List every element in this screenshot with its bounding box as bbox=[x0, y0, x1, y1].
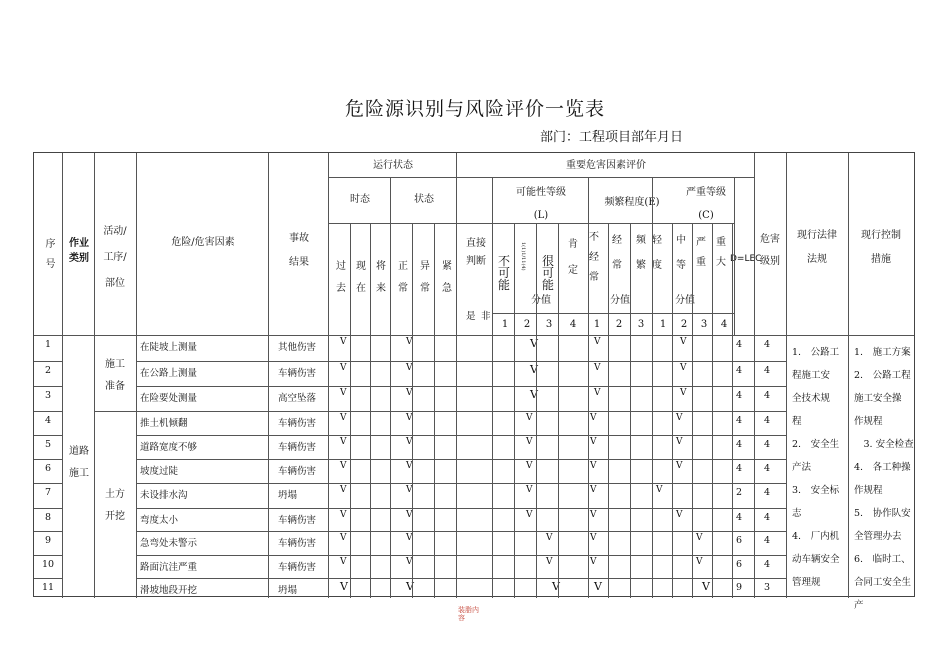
row-seq: 4 bbox=[44, 415, 52, 426]
header-major: 重大 bbox=[716, 237, 726, 268]
law-line: 程 bbox=[792, 416, 802, 427]
header-often: 经常 bbox=[612, 235, 622, 271]
row-hazard: 在险要处测量 bbox=[140, 393, 198, 404]
check-mark: V bbox=[594, 337, 601, 347]
score-c3: 3 bbox=[700, 319, 708, 330]
law-line: 2. 安全生 bbox=[792, 439, 840, 450]
law-line: 3. 安全标 bbox=[792, 485, 840, 496]
row-level: 4 bbox=[763, 439, 771, 450]
check-mark: V bbox=[340, 533, 347, 543]
score-e3: 3 bbox=[637, 319, 645, 330]
header-possibility: 可能性等级 bbox=[516, 187, 566, 198]
header-very-possible: 很可能 bbox=[541, 254, 554, 292]
check-mark: V bbox=[656, 485, 663, 495]
header-time-state: 时态 bbox=[350, 194, 370, 205]
control-line: 1. 施工方案 bbox=[854, 347, 911, 358]
check-mark: V bbox=[676, 510, 683, 520]
check-mark: V bbox=[406, 557, 413, 567]
header-frequency: 频繁程度(E) bbox=[604, 197, 660, 208]
score-c1: 1 bbox=[659, 319, 667, 330]
row-lec: 4 bbox=[735, 512, 743, 523]
header-control: 现行控制措施 bbox=[861, 230, 901, 265]
header-urgent: 紧急 bbox=[442, 261, 452, 294]
header-medium: 中等 bbox=[676, 235, 686, 271]
check-mark: V bbox=[406, 510, 413, 520]
row-lec: 6 bbox=[735, 559, 743, 570]
check-mark: V bbox=[530, 363, 538, 376]
row-result: 坍塌 bbox=[278, 490, 298, 501]
header-run-state: 运行状态 bbox=[373, 160, 413, 171]
check-mark: V bbox=[702, 580, 710, 593]
control-line: 施工安全操 bbox=[854, 393, 902, 404]
row-result: 车辆伤害 bbox=[278, 562, 317, 573]
check-mark: V bbox=[526, 510, 533, 520]
row-hazard: 在公路上测量 bbox=[140, 368, 198, 379]
header-possibility-code: (L) bbox=[533, 210, 549, 221]
risk-table bbox=[33, 152, 915, 611]
law-list bbox=[792, 341, 840, 594]
check-mark: V bbox=[552, 580, 560, 593]
header-not-possible: 不可能 bbox=[497, 254, 510, 292]
score-l3: 3 bbox=[545, 319, 553, 330]
row-result: 车辆伤害 bbox=[278, 368, 317, 379]
row-result: 车辆伤害 bbox=[278, 442, 317, 453]
row-level: 4 bbox=[763, 390, 771, 401]
check-mark: V bbox=[406, 388, 413, 398]
check-mark: V bbox=[530, 337, 538, 350]
row-level: 4 bbox=[763, 415, 771, 426]
header-state: 状态 bbox=[414, 194, 434, 205]
check-mark: V bbox=[676, 461, 683, 471]
check-mark: V bbox=[340, 363, 347, 373]
control-line: 2. 公路工程 bbox=[854, 370, 911, 381]
control-line: 合同工安全生 bbox=[854, 577, 912, 588]
header-abnormal: 异常 bbox=[420, 261, 430, 294]
row-result: 车辆伤害 bbox=[278, 538, 317, 549]
header-tiny-code: 1(1)1/11(4) bbox=[520, 241, 526, 271]
check-mark: V bbox=[546, 533, 553, 543]
check-mark: V bbox=[546, 557, 553, 567]
check-mark: V bbox=[406, 413, 413, 423]
check-mark: V bbox=[340, 485, 347, 495]
control-line: 4. 各工种操 bbox=[854, 462, 911, 473]
row-result: 车辆伤害 bbox=[278, 515, 317, 526]
row-hazard: 道路宽度不够 bbox=[140, 442, 198, 453]
control-line: 作规程 bbox=[854, 485, 883, 496]
group-road: 道路施工 bbox=[69, 446, 89, 479]
row-hazard: 急弯处未警示 bbox=[140, 538, 198, 549]
check-mark: V bbox=[526, 437, 533, 447]
check-mark: V bbox=[680, 363, 687, 373]
row-lec: 6 bbox=[735, 535, 743, 546]
law-line: 4. 厂内机 bbox=[792, 531, 840, 542]
row-hazard: 未设排水沟 bbox=[140, 490, 188, 501]
group-earth: 土方开挖 bbox=[105, 489, 125, 522]
score-c4: 4 bbox=[720, 319, 728, 330]
check-mark: V bbox=[340, 413, 347, 423]
check-mark: V bbox=[590, 510, 597, 520]
check-mark: V bbox=[594, 388, 601, 398]
control-line: 作规程 bbox=[854, 416, 883, 427]
row-lec: 4 bbox=[735, 415, 743, 426]
row-level: 4 bbox=[763, 339, 771, 350]
law-line: 全技术规 bbox=[792, 393, 831, 404]
check-mark: V bbox=[340, 437, 347, 447]
control-list bbox=[854, 341, 914, 617]
row-hazard: 坡度过陡 bbox=[140, 466, 179, 477]
score-l1: 1 bbox=[501, 319, 509, 330]
header-direct: 直接判断 bbox=[466, 238, 486, 267]
row-level: 4 bbox=[763, 512, 771, 523]
score-c2: 2 bbox=[680, 319, 688, 330]
control-line: 3. 安全检查 bbox=[854, 439, 914, 450]
header-normal: 正常 bbox=[398, 261, 408, 294]
row-level: 4 bbox=[763, 559, 771, 570]
header-lec: D=LEC bbox=[730, 254, 762, 264]
row-seq: 1 bbox=[44, 339, 52, 350]
check-mark: V bbox=[590, 533, 597, 543]
row-hazard: 弯度太小 bbox=[140, 515, 179, 526]
row-hazard: 滑坡地段开挖 bbox=[140, 585, 198, 596]
check-mark: V bbox=[340, 388, 347, 398]
control-line: 6. 临时工、 bbox=[854, 554, 911, 565]
check-mark: V bbox=[526, 485, 533, 495]
header-score-c: 分值 bbox=[675, 295, 695, 306]
row-level: 4 bbox=[763, 463, 771, 474]
header-certain: 肯定 bbox=[568, 239, 578, 276]
law-line: 动车辆安全 bbox=[792, 554, 840, 565]
check-mark: V bbox=[590, 413, 597, 423]
score-l4: 4 bbox=[569, 319, 577, 330]
group-prep: 施工准备 bbox=[105, 359, 125, 392]
row-hazard: 路面沆洼严重 bbox=[140, 562, 198, 573]
row-result: 高空坠落 bbox=[278, 393, 317, 404]
row-seq: 10 bbox=[41, 559, 55, 570]
check-mark: V bbox=[340, 557, 347, 567]
check-mark: V bbox=[526, 461, 533, 471]
header-light: 轻度 bbox=[652, 235, 662, 271]
check-mark: V bbox=[340, 337, 347, 347]
row-seq: 5 bbox=[44, 439, 52, 450]
header-law: 现行法律法规 bbox=[797, 230, 837, 265]
control-line: 产 bbox=[854, 600, 864, 611]
footer-stamp: 装脂内容 bbox=[458, 606, 479, 622]
header-accident: 事故结果 bbox=[289, 232, 309, 268]
check-mark: V bbox=[696, 533, 703, 543]
check-mark: V bbox=[406, 461, 413, 471]
row-seq: 6 bbox=[44, 463, 52, 474]
header-serious: 严重 bbox=[696, 237, 706, 268]
check-mark: V bbox=[696, 557, 703, 567]
row-seq: 2 bbox=[44, 365, 52, 376]
header-important: 重要危害因素评价 bbox=[566, 160, 646, 171]
header-severity: 严重等级 bbox=[686, 187, 726, 198]
header-seq: 序号 bbox=[43, 238, 54, 278]
row-result: 车辆伤害 bbox=[278, 466, 317, 477]
row-level: 4 bbox=[763, 365, 771, 376]
check-mark: V bbox=[406, 485, 413, 495]
check-mark: V bbox=[406, 437, 413, 447]
row-hazard: 在陡坡上测量 bbox=[140, 342, 198, 353]
check-mark: V bbox=[594, 580, 602, 593]
header-no: 非 bbox=[481, 311, 491, 322]
check-mark: V bbox=[406, 580, 414, 593]
law-line: 管理规 bbox=[792, 577, 821, 588]
header-now: 现在 bbox=[356, 261, 366, 294]
row-seq: 3 bbox=[44, 390, 52, 401]
header-yes: 是 bbox=[466, 311, 476, 322]
row-lec: 4 bbox=[735, 463, 743, 474]
check-mark: V bbox=[530, 388, 538, 401]
check-mark: V bbox=[680, 388, 687, 398]
law-line: 志 bbox=[792, 508, 802, 519]
row-result: 其他伤害 bbox=[278, 342, 317, 353]
check-mark: V bbox=[340, 510, 347, 520]
check-mark: V bbox=[590, 437, 597, 447]
header-not-often: 不经常 bbox=[589, 232, 599, 283]
row-lec: 4 bbox=[735, 339, 743, 350]
row-lec: 9 bbox=[735, 582, 743, 593]
check-mark: V bbox=[590, 485, 597, 495]
row-lec: 4 bbox=[735, 390, 743, 401]
header-hazard: 危险/危害因素 bbox=[171, 237, 235, 248]
page-title: 危险源识别与风险评价一览表 bbox=[344, 98, 605, 120]
law-line: 产法 bbox=[792, 462, 812, 473]
check-mark: V bbox=[594, 363, 601, 373]
check-mark: V bbox=[406, 337, 413, 347]
row-hazard: 推土机倾翻 bbox=[140, 418, 188, 429]
row-lec: 4 bbox=[735, 439, 743, 450]
check-mark: V bbox=[676, 437, 683, 447]
header-category: 作业类别 bbox=[69, 238, 89, 264]
row-seq: 8 bbox=[44, 512, 52, 523]
row-level: 3 bbox=[763, 582, 771, 593]
row-lec: 2 bbox=[735, 487, 743, 498]
check-mark: V bbox=[340, 461, 347, 471]
row-seq: 7 bbox=[44, 487, 52, 498]
header-score-l: 分值 bbox=[531, 295, 551, 306]
row-result: 坍塌 bbox=[278, 585, 298, 596]
header-score-e: 分值 bbox=[610, 295, 630, 306]
row-seq: 11 bbox=[41, 582, 55, 593]
score-l2: 2 bbox=[523, 319, 531, 330]
header-risk-level: 危害级别 bbox=[760, 234, 780, 267]
row-seq: 9 bbox=[44, 535, 52, 546]
check-mark: V bbox=[340, 580, 348, 593]
header-severity-code: (C) bbox=[698, 210, 714, 221]
check-mark: V bbox=[406, 533, 413, 543]
law-line: 程施工安 bbox=[792, 370, 831, 381]
row-lec: 4 bbox=[735, 365, 743, 376]
header-frequent: 频繁 bbox=[636, 235, 646, 271]
check-mark: V bbox=[590, 557, 597, 567]
row-result: 车辆伤害 bbox=[278, 418, 317, 429]
department-line: 部门：工程项目部年月日 bbox=[540, 130, 684, 145]
check-mark: V bbox=[680, 337, 687, 347]
check-mark: V bbox=[676, 413, 683, 423]
control-line: 5. 协作队安 bbox=[854, 508, 911, 519]
row-level: 4 bbox=[763, 535, 771, 546]
check-mark: V bbox=[526, 413, 533, 423]
control-line: 全管理办去 bbox=[854, 531, 902, 542]
row-level: 4 bbox=[763, 487, 771, 498]
check-mark: V bbox=[590, 461, 597, 471]
score-e1: 1 bbox=[593, 319, 601, 330]
law-line: 1. 公路工 bbox=[792, 347, 840, 358]
header-future: 将来 bbox=[376, 261, 386, 294]
header-activity: 活动/工序/部位 bbox=[103, 226, 127, 289]
header-past: 过去 bbox=[336, 261, 346, 294]
check-mark: V bbox=[406, 363, 413, 373]
score-e2: 2 bbox=[615, 319, 623, 330]
